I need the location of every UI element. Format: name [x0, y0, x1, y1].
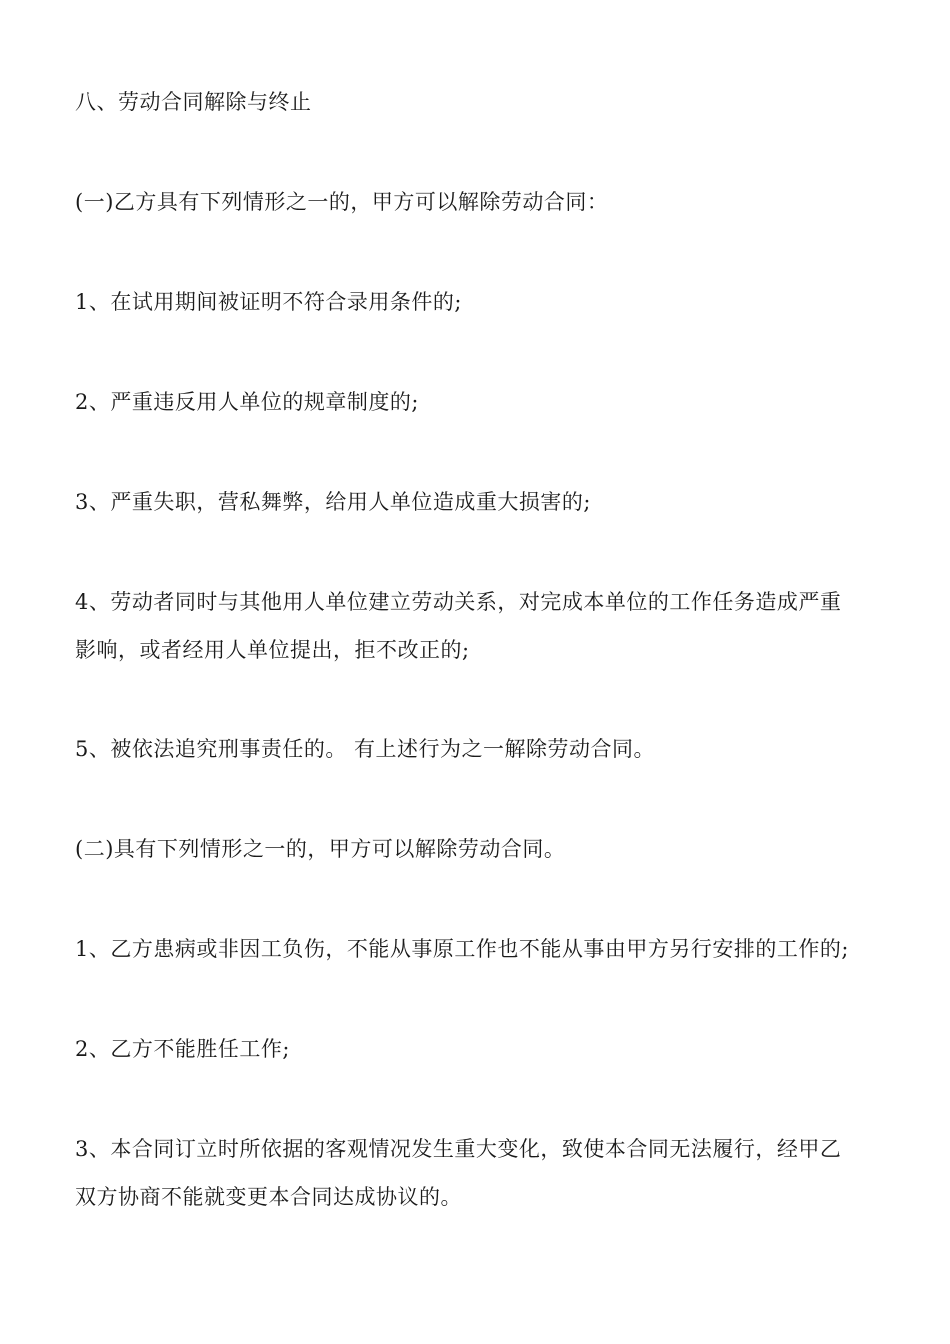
- part1-item-3: 3、严重失职，营私舞弊，给用人单位造成重大损害的;: [75, 490, 591, 514]
- part1-item-4-line-2: 影响，或者经用人单位提出，拒不改正的;: [75, 638, 470, 662]
- part2-heading: (二)具有下列情形之一的，甲方可以解除劳动合同。: [75, 837, 566, 861]
- part1-item-5: 5、被依法追究刑事责任的。 有上述行为之一解除劳动合同。: [75, 737, 656, 761]
- part2-item-2: 2、乙方不能胜任工作;: [75, 1037, 290, 1061]
- section-title: 八、劳动合同解除与终止: [75, 90, 312, 114]
- part1-heading: (一)乙方具有下列情形之一的，甲方可以解除劳动合同：: [75, 190, 609, 214]
- part2-item-3-line-2: 双方协商不能就变更本合同达成协议的。: [75, 1185, 462, 1209]
- part2-item-3-line-1: 3、本合同订立时所依据的客观情况发生重大变化，致使本合同无法履行，经甲乙: [75, 1137, 842, 1161]
- part1-item-1: 1、在试用期间被证明不符合录用条件的;: [75, 290, 462, 314]
- part1-item-2: 2、严重违反用人单位的规章制度的;: [75, 390, 419, 414]
- part2-item-1: 1、乙方患病或非因工负伤，不能从事原工作也不能从事由甲方另行安排的工作的;: [75, 937, 849, 961]
- part1-item-4-line-1: 4、劳动者同时与其他用人单位建立劳动关系，对完成本单位的工作任务造成严重: [75, 590, 842, 614]
